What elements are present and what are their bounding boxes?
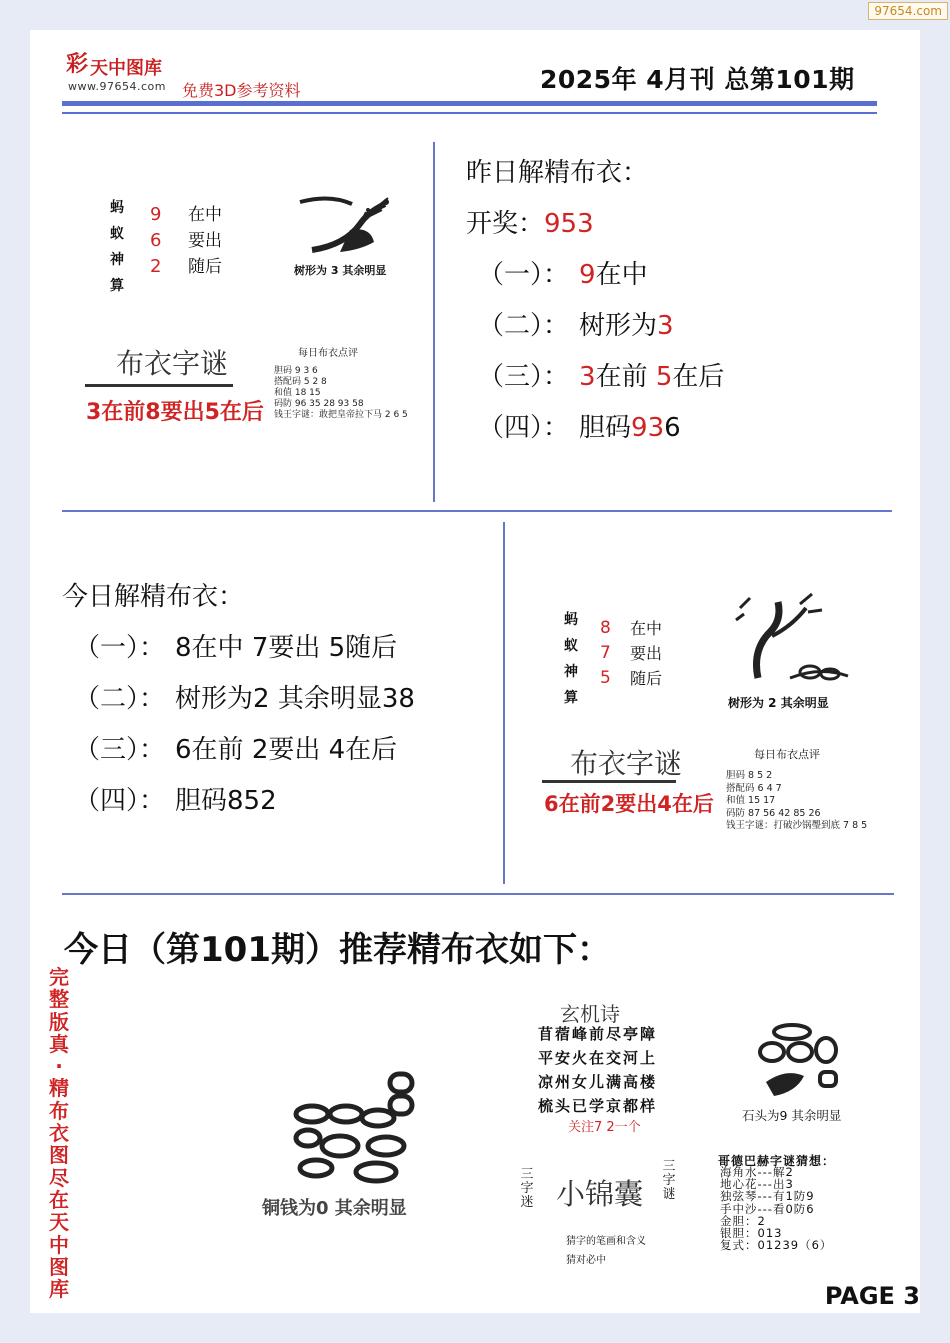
item-index: （二）： [74,684,166,714]
coins-caption: 铜钱为0 其余明显 [262,1198,407,1219]
goedel-line: 金胆：2 [720,1213,766,1228]
side-char: 天 [49,1210,69,1235]
poem-line: 凉州女儿满高楼 [538,1073,658,1091]
comment-title: 每日布衣点评 [754,748,820,761]
today-item [74,725,415,776]
yesterday-item [478,403,724,454]
item-text: 8在中 7要出 5随后 [175,633,398,663]
tree-caption: 树形为 2 其余明显 [728,696,829,710]
vertical-char: 蚂 [110,200,124,216]
goedel-line: 复式：01239（6） [720,1238,833,1253]
column-divider [433,142,435,502]
tree-caption: 树形为 3 其余明显 [294,264,387,277]
comment-line: 码防 96 35 28 93 58 [274,399,364,409]
card-number: 7 [600,643,611,663]
card-label: 随后 [630,669,663,688]
riddle-underline [85,384,233,387]
card-number: 2 [150,256,162,277]
draw-row [466,199,724,250]
riddle-underline [542,780,676,783]
comment-line: 搭配码 5 2 8 [274,377,327,387]
item-part: 3 [579,362,596,392]
yesterday-item [478,352,724,403]
comment-line: 胆码 8 5 2 [726,770,773,781]
poem-title: 玄机诗 [560,1002,620,1026]
item-index: （四）： [74,786,166,816]
comment-line: 胆码 9 3 6 [274,366,318,376]
side-char: 布 [49,1098,69,1123]
tree-drawing [730,590,855,688]
side-char: · [55,1054,63,1079]
item-part: 6 [664,413,681,443]
item-part: 9 [579,260,596,290]
draw-label: 开奖： [466,209,545,239]
stone-caption: 石头为9 其余明显 [742,1108,842,1123]
site-watermark[interactable]: 97654.com [868,2,948,20]
side-char: 版 [49,1009,69,1034]
yesterday-card-numbers [150,202,161,280]
vertical-char: 神 [110,252,124,268]
section-divider [62,510,892,512]
today-item [74,776,415,827]
yesterday-card-title [108,195,126,299]
item-part: 3 [657,311,674,341]
item-index: （二）： [478,311,570,341]
side-char: 衣 [49,1121,69,1146]
goedel-line: 独弦琴---有1防9 [720,1189,815,1204]
comment-line: 和值 15 17 [726,795,776,806]
page-number: PAGE 3 [824,1282,920,1310]
item-part: 5 [655,362,673,392]
card-label: 在中 [188,205,222,225]
today-items [62,623,415,827]
pouch-right-label: 三字谜 [662,1159,676,1202]
side-char: 在 [49,1187,69,1212]
today-item [74,623,415,674]
item-part: 93 [631,413,665,443]
item-text: 胆码852 [175,786,277,816]
side-char: 整 [49,987,69,1012]
card-number: 6 [150,230,162,251]
comment-lines [726,770,867,833]
logo-mark: 彩 [66,52,89,77]
today-title: 今日解精布衣： [62,582,245,612]
column-divider [503,522,505,884]
poem-line: 苜蓿峰前尽亭障 [538,1025,658,1043]
yesterday-title: 昨日解精布衣： [466,158,649,188]
goedel-line: 海角水---解2 [720,1165,794,1179]
yesterday-card-labels [188,202,222,280]
item-index: （三）： [74,735,166,765]
card-number: 5 [600,668,611,688]
vertical-char: 蚂 [564,612,578,628]
card-label: 随后 [188,257,222,277]
goedel-title: 哥德巴赫字谜猜想： [718,1154,836,1168]
logo-url[interactable]: www.97654.com [68,80,166,93]
item-part: 在前 [595,362,656,392]
side-char: 完 [49,965,69,989]
tree-drawing [290,190,400,262]
riddle-answer: 3在前8要出5在后 [86,400,264,425]
today-section [62,572,415,827]
comment-title: 每日布衣点评 [298,348,358,359]
header-rule-thin [62,112,877,114]
side-char: 库 [49,1277,69,1302]
poem-note: 关注7 2一个 [568,1120,641,1135]
pouch-note: 猜对必中 [566,1255,606,1266]
comment-lines [274,366,408,421]
side-banner [44,966,74,1300]
card-number: 8 [600,618,611,638]
pouch-note: 猜字的笔画和含义 [566,1236,646,1247]
card-label: 要出 [630,644,663,663]
riddle-answer: 6在前2要出4在后 [544,792,714,816]
today-card-numbers [600,616,611,691]
item-index: （一）： [478,260,570,290]
card-label: 要出 [188,231,222,251]
today-card-labels [630,616,662,691]
goedel-line: 银胆：013 [720,1226,783,1241]
comment-line: 码防 87 56 42 85 26 [726,807,821,819]
stones-drawing [756,1022,842,1102]
vertical-char: 算 [564,690,578,706]
issue-title: 2025年 4月刊 总第101期 [540,65,855,94]
comment-line: 搭配码 6 4 7 [726,782,782,794]
item-index: （三）： [478,362,570,392]
yesterday-items [466,250,724,454]
header-rule [62,101,877,106]
side-char: 真 [49,1031,69,1056]
vertical-char: 蚁 [110,226,124,242]
side-char: 图 [49,1254,69,1279]
vertical-char: 算 [110,278,124,294]
item-index: （四）： [478,413,570,443]
comment-line: 和值 18 15 [274,388,321,398]
recommend-title: 今日（第101期）推荐精布衣如下： [64,930,611,970]
yesterday-item [478,301,724,352]
item-text: 6在前 2要出 4在后 [175,735,398,765]
pouch-title: 小锦囊 [556,1177,644,1211]
side-char: 中 [49,1232,69,1257]
item-part: 在中 [595,260,648,290]
goedel-line: 手中沙---看0防6 [720,1201,815,1216]
riddle-title: 布衣字谜 [570,747,683,780]
today-item [74,674,415,725]
goedel-lines [720,1166,832,1251]
comment-line: 钱王字谜：打破沙锅璺到底 7 8 5 [726,820,868,831]
yesterday-section [466,148,724,454]
side-char: 精 [49,1076,69,1101]
vertical-char: 神 [564,664,578,680]
item-part: 胆码 [579,413,632,443]
item-index: （一）： [74,633,166,663]
goedel-line: 地心花---出3 [720,1177,794,1192]
card-label: 在中 [630,619,663,638]
tagline: 免费3D参考资料 [182,81,301,100]
yesterday-item [478,250,724,301]
item-part: 在后 [672,362,725,392]
section-divider [62,893,894,895]
pouch-left-label: 三字迷 [520,1167,534,1210]
vertical-char: 蚁 [564,638,578,654]
draw-number: 953 [544,209,594,239]
poem-line: 梳头已学京都样 [538,1097,658,1115]
item-part: 树形为 [579,311,658,341]
pouch-notes [566,1232,646,1270]
side-char: 尽 [49,1165,69,1190]
riddle-title: 布衣字谜 [116,347,229,380]
side-char: 图 [49,1143,69,1168]
poem [538,1022,657,1118]
card-number: 9 [150,204,162,225]
item-text: 树形为2 其余明显38 [175,684,415,714]
logo-name: 天中图库 [90,58,162,79]
today-card-title [562,607,580,711]
poem-line: 平安火在交河上 [538,1049,658,1067]
comment-line: 钱王字谜：敢把皇帝拉下马 2 6 5 [274,410,408,420]
coins-drawing [290,1068,420,1193]
